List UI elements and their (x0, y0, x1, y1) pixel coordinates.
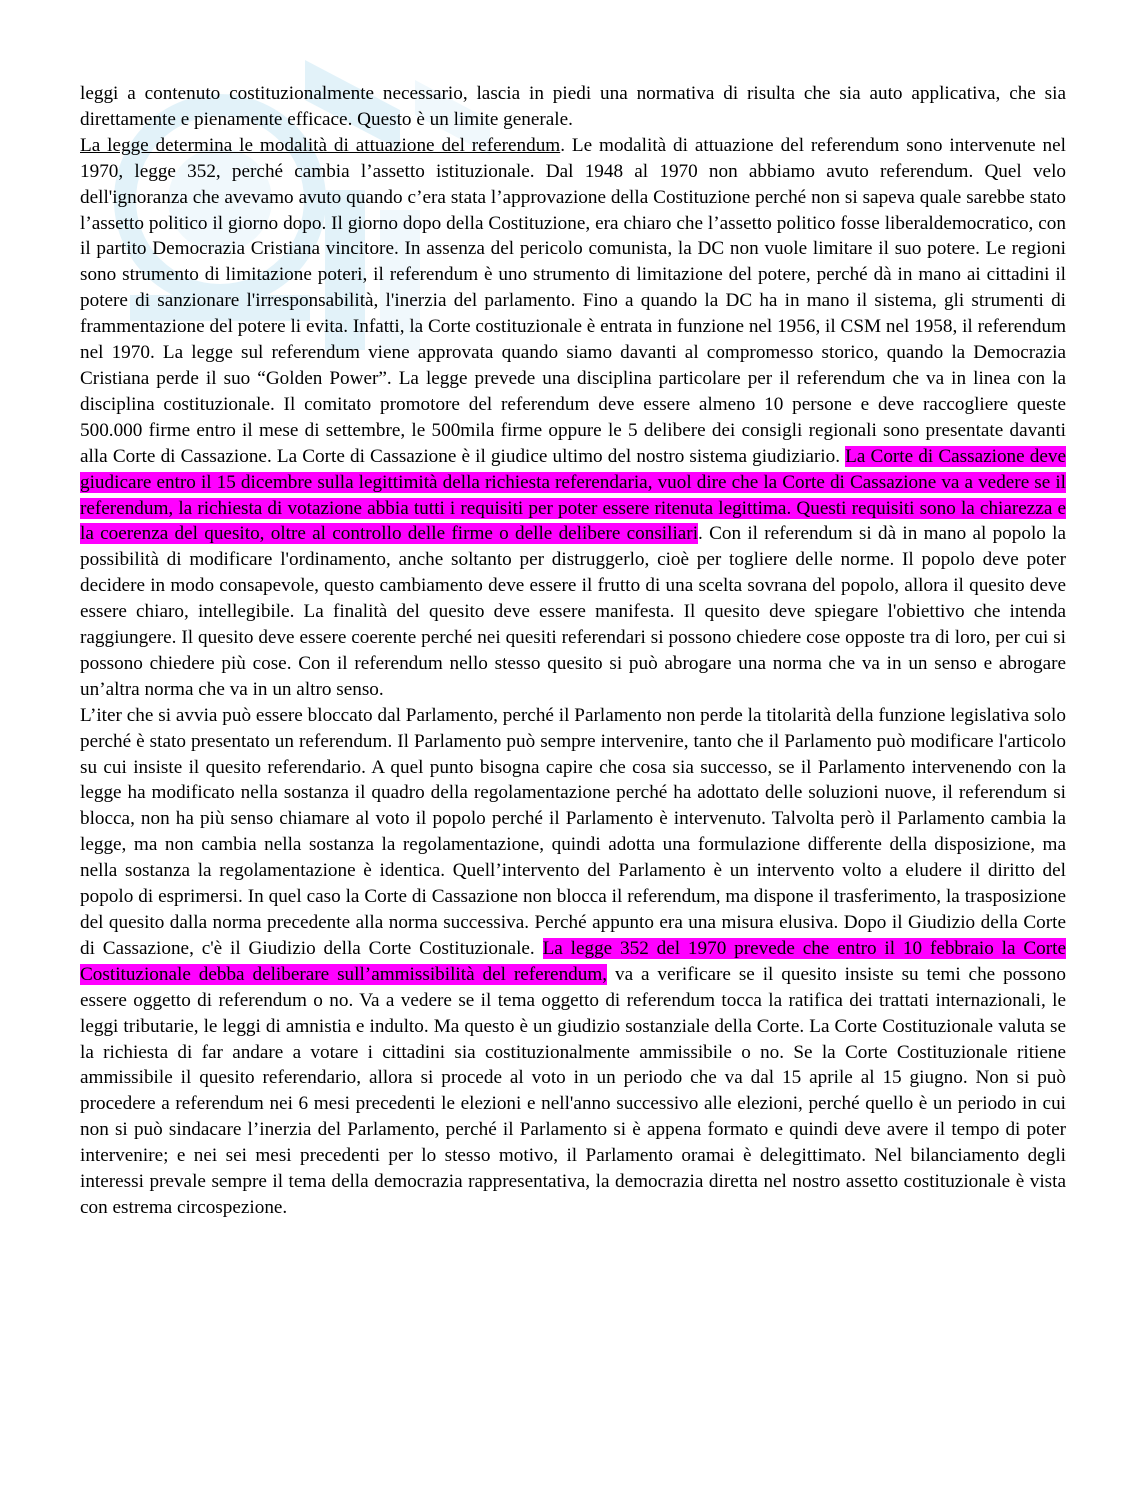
underlined-heading-text: La legge determina le modalità di attuazione del referendum (80, 134, 561, 156)
paragraph-3-text-a: L’iter che si avvia può essere bloccato dal Parlamento, perché il Parlamento non perde la titolarità della funzione legislativa solo perché è stato presentato un referendum. Il Parlamento può sempre intervenire, tanto che il Parlamento può modificare l'articolo su cui insiste il quesito referendario. A quel punto bisogna capire che cosa sia successo, se il Parlamento intervenendo con la legge ha modificato nella sostanza il quadro della regolamentazione perché ha adottato delle soluzioni nuove, il referendum si blocca, non ha più senso chiamare al voto il popolo perché il Parlamento è intervenuto. Talvolta però il Parlamento cambia la legge, ma non cambia nella sostanza la regolamentazione, quindi adotta una formulazione differente della disposizione, ma nella sostanza la regolamentazione è identica. Quell’intervento del Parlamento è un intervento volto a eludere il diritto del popolo di esprimersi. In quel caso la Corte di Cassazione non blocca il referendum, ma dispone il trasferimento, la trasposizione del quesito dalla norma precedente alla norma successiva. Perché appunto era una misura elusiva. Dopo il Giudizio della Corte di Cassazione, c'è il Giudizio della Corte Costituzionale. (80, 704, 1066, 959)
paragraph-2-text-b: . Con il referendum si dà in mano al popolo la possibilità di modificare l'ordinamento, anche soltanto per distruggerlo, cioè per togliere delle norme. Il popolo deve poter decidere in modo consapevole, questo cambiamento deve essere il frutto di una scelta sovrana del popolo, allora il quesito deve essere chiaro, intellegibile. La finalità del quesito deve essere manifesta. Il quesito deve spiegare l'obiettivo che intenda raggiungere. Il quesito deve essere coerente perché nei quesiti referendari si possono chiedere cose opposte tra di loro, per cui si possono chiedere più cose. Con il referendum nello stesso quesito si può abrogare una norma che va in un senso e abrogare un’altra norma che va in un altro senso. (80, 523, 1066, 700)
paragraph-2 (80, 133, 1066, 703)
paragraph-2-text-a: . Le modalità di attuazione del referendum sono intervenute nel 1970, legge 352, perché cambia l’assetto istituzionale. Dal 1948 al 1970 non abbiamo avuto referendum. Quel velo dell'ignoranza che avevamo avuto quando c’era stata l’approvazione della Costituzione perché non si sapeva quale sarebbe stato l’assetto politico il giorno dopo. Il giorno dopo della Costituzione, era chiaro che l’assetto politico fosse liberaldemocratico, con il partito Democrazia Cristiana vincitore. In assenza del pericolo comunista, la DC non vuole limitare il suo potere. Le regioni sono strumento di limitazione poteri, il referendum è uno strumento di limitazione del potere, perché dà in mano ai cittadini il potere di sanzionare l'irresponsabilità, l'inerzia del parlamento. Fino a quando la DC ha in mano il sistema, gli strumenti di frammentazione del potere li evita. Infatti, la Corte costituzionale è entrata in funzione nel 1956, il CSM nel 1958, il referendum nel 1970. La legge sul referendum viene approvata quando siamo davanti al compromesso storico, quando la Democrazia Cristiana perde il suo “Golden Power”. La legge prevede una disciplina particolare per il referendum che va in linea con la disciplina costituzionale. Il comitato promotore del referendum deve essere almeno 10 persone e deve raccogliere queste 500.000 firme entro il mese di settembre, le 500mila firme oppure le 5 delibere dei consigli regionali sono presentate davanti alla Corte di Cassazione. La Corte di Cassazione è il giudice ultimo del nostro sistema giudiziario. (80, 134, 1066, 467)
paragraph-3 (80, 703, 1066, 1221)
paragraph-1-text: leggi a contenuto costituzionalmente necessario, lascia in piedi una normativa di risulta che sia auto applicativa, che sia direttamente e pienamente efficace. Questo è un limite generale. (80, 83, 1066, 130)
highlighted-text-corte-costituzionale: La legge 352 del 1970 prevede che entro il 10 febbraio la Corte Costituzionale debba deliberare sull’ammissibilità del referendum, (80, 937, 1066, 985)
highlighted-text-cassazione: La Corte di Cassazione deve giudicare entro il 15 dicembre sulla legittimità della richiesta referendaria, vuol dire che la Corte di Cassazione va a vedere se il referendum, la richiesta di votazione abbia tutti i requisiti per poter essere ritenuta legittima. Questi requisiti sono la chiarezza e la coerenza del quesito, oltre al controllo delle firme o delle delibere consiliari (80, 445, 1066, 545)
paragraph-3-text-b: va a verificare se il quesito insiste su temi che possono essere oggetto di referendum o no. Va a vedere se il tema oggetto di referendum tocca la ratifica dei trattati internazionali, le leggi tributarie, le leggi di amnistia e indulto. Ma questo è un giudizio sostanziale della Corte. La Corte Costituzionale valuta se la richiesta di far andare a votare i cittadini sia costituzionalmente ammissibile o no. Se la Corte Costituzionale ritiene ammissibile il quesito referendario, allora si procede al voto in un periodo che va dal 15 aprile al 15 giugno. Non si può procedere a referendum nei 6 mesi precedenti le elezioni e nell'anno successivo alle elezioni, perché quello è un periodo in cui non si può sindacare l’inerzia del Parlamento, perché il Parlamento si è appena formato e quindi deve avere il tempo di poter intervenire; e nei sei mesi precedenti per lo stesso motivo, il Parlamento oramai è delegittimato. Nel bilanciamento degli interessi prevale sempre il tema della democrazia rappresentativa, la democrazia diretta nel nostro assetto costituzionale è vista con estrema circospezione. (80, 963, 1066, 1218)
document-body (80, 81, 1066, 1221)
paragraph-1 (80, 81, 1066, 133)
